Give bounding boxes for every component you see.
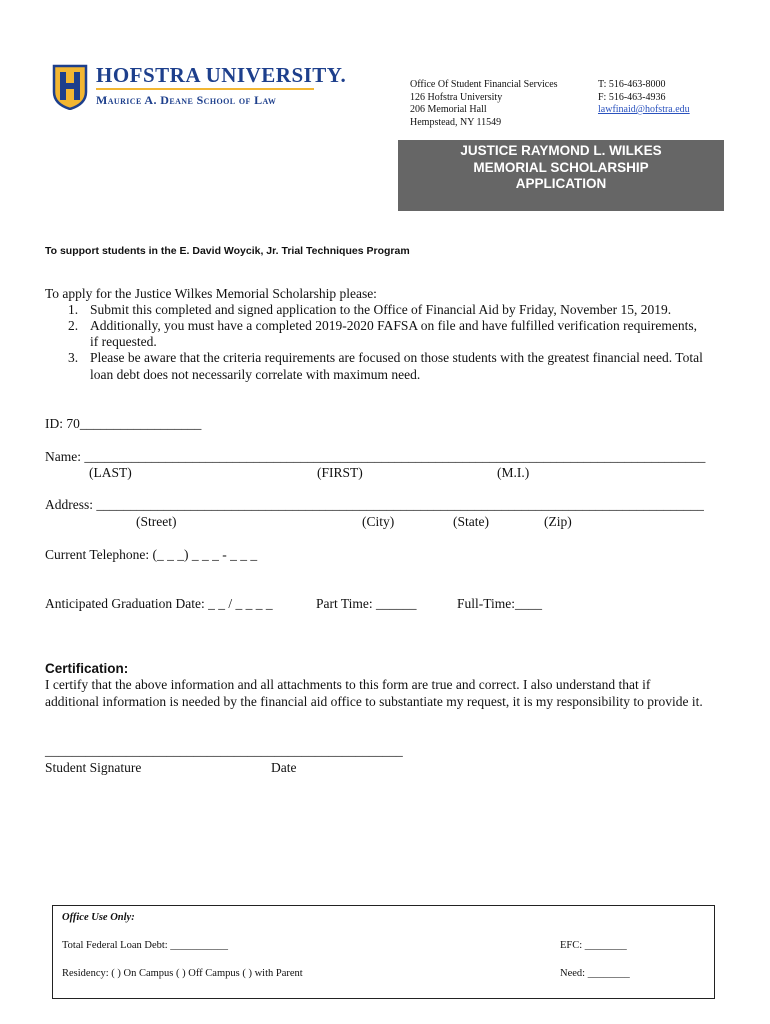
instructions-intro: To apply for the Justice Wilkes Memorial Scholarship please: <box>45 286 377 301</box>
street-label: (Street) <box>136 514 177 529</box>
item-number: 3. <box>68 350 79 365</box>
id-field[interactable]: ID: 70__________________ <box>45 416 202 431</box>
first-name-label: (FIRST) <box>317 465 363 480</box>
city-label: (City) <box>362 514 395 529</box>
state-label: (State) <box>453 514 489 529</box>
need-field[interactable]: Need: ________ <box>560 968 630 979</box>
address-field[interactable]: Address: __________________________________________________________________________________________ <box>45 497 704 512</box>
office-line: Hempstead, NY 11549 <box>410 116 502 128</box>
last-name-label: (LAST) <box>89 465 132 480</box>
certification-heading: Certification: <box>45 661 129 676</box>
item-text: Please be aware that the criteria requirements are focused on those students with the greatest financial need. Total <box>90 350 703 365</box>
office-line: 206 Memorial Hall <box>410 104 487 115</box>
office-address <box>410 79 558 129</box>
item-text: if requested. <box>90 334 157 349</box>
item-text: loan debt does not necessarily correlate with maximum need. <box>90 367 421 382</box>
certification-text: I certify that the above information and all attachments to this form are true and correct. I also understand that if <box>45 677 651 692</box>
program-subtitle: To support students in the E. David Woycik, Jr. Trial Techniques Program <box>45 245 410 257</box>
application-title <box>398 140 724 211</box>
item-text: Submit this completed and signed application to the Office of Financial Aid by Friday, November 15, 2019. <box>90 302 672 317</box>
email-link[interactable]: lawfinaid@hofstra.edu <box>598 104 690 115</box>
item-number: 2. <box>68 318 79 333</box>
middle-initial-label: (M.I.) <box>497 465 530 480</box>
office-line: 126 Hofstra University <box>410 91 503 103</box>
office-line: Office Of Student Financial Services <box>410 79 558 90</box>
item-text: Additionally, you must have a completed 2019-2020 FAFSA on file and have fulfilled verification requirements, <box>90 318 697 333</box>
item-number: 1. <box>68 302 79 317</box>
office-use-heading: Office Use Only: <box>62 912 135 923</box>
zip-label: (Zip) <box>544 514 572 529</box>
fax-number: F: 516-463-4936 <box>598 91 666 103</box>
efc-field[interactable]: EFC: ________ <box>560 940 627 951</box>
residency-field[interactable]: Residency: ( ) On Campus ( ) Off Campus ( ) with Parent <box>62 968 303 979</box>
signature-line[interactable]: _____________________________________________________ <box>45 743 403 758</box>
title-line: JUSTICE RAYMOND L. WILKES <box>460 143 662 158</box>
logo-school-name: Maurice A. Deane School of Law <box>96 93 277 107</box>
hofstra-shield-logo <box>52 64 88 110</box>
title-line: MEMORIAL SCHOLARSHIP <box>473 159 649 175</box>
name-field[interactable]: Name: ____________________________________________________________________________________________ <box>45 449 706 464</box>
logo-divider <box>96 88 314 90</box>
logo-university-name: HOFSTRA UNIVERSITY. <box>96 63 347 87</box>
graduation-date-field[interactable]: Anticipated Graduation Date: _ _ / _ _ _ _ <box>45 596 273 611</box>
telephone-field[interactable]: Current Telephone: (_ _ _) _ _ _ - _ _ _ <box>45 547 258 562</box>
certification-text: additional information is needed by the financial aid office to substantiate my request, it is my responsibility to provide it. <box>45 694 703 709</box>
full-time-field[interactable]: Full-Time:____ <box>457 596 543 611</box>
student-signature-label: Student Signature <box>45 760 142 775</box>
loan-debt-field[interactable]: Total Federal Loan Debt: ___________ <box>62 940 229 951</box>
part-time-field[interactable]: Part Time: ______ <box>316 596 417 611</box>
office-contact <box>598 79 690 117</box>
office-use-box <box>52 905 715 999</box>
date-label: Date <box>271 760 297 775</box>
title-line: APPLICATION <box>515 176 607 191</box>
phone-number: T: 516-463-8000 <box>598 79 666 90</box>
